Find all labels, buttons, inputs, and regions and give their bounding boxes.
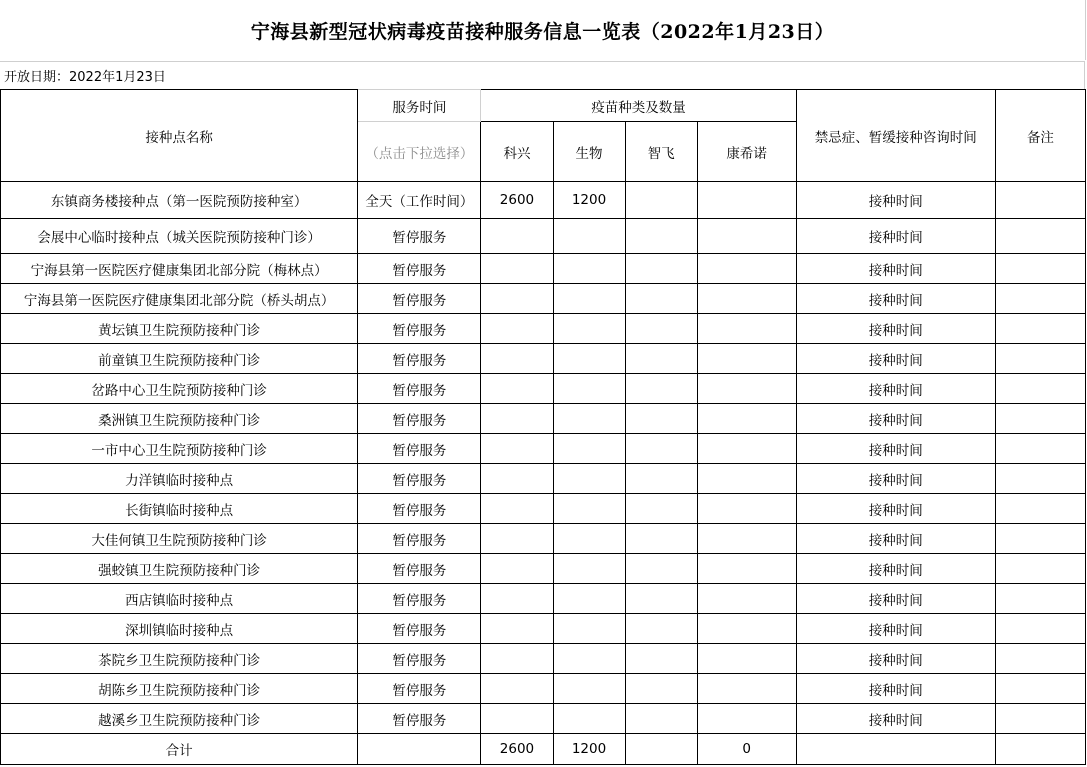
kangxinuo-count-cell[interactable] [697,704,796,734]
header-vaccine-shengwu: 生物 [553,122,625,182]
kexing-count-cell[interactable] [481,284,553,314]
kangxinuo-count-cell[interactable] [697,494,796,524]
table-row [1,182,1086,219]
header-site-name: 接种点名称 [1,90,358,182]
site-name-cell[interactable]: 越溪乡卫生院预防接种门诊 [1,704,358,734]
shengwu-count-cell[interactable] [553,254,625,284]
kexing-count-cell[interactable] [481,554,553,584]
zhifei-count-cell[interactable] [625,494,697,524]
header-row-1 [1,90,1086,122]
shengwu-count-cell[interactable] [553,344,625,374]
total-label[interactable]: 合计 [1,734,358,765]
kexing-count-cell[interactable] [481,374,553,404]
zhifei-count-cell[interactable] [625,704,697,734]
shengwu-count-cell[interactable] [553,314,625,344]
table-row [1,524,1086,554]
site-name-cell[interactable]: 岔路中心卫生院预防接种门诊 [1,374,358,404]
table-row [1,644,1086,674]
consult-time-cell[interactable]: 接种时间 [796,554,995,584]
remark-cell[interactable] [995,584,1085,614]
service-time-cell[interactable]: 暂停服务 [358,404,481,434]
remark-cell[interactable] [995,554,1085,584]
service-time-cell[interactable]: 暂停服务 [358,554,481,584]
table-row [1,674,1086,704]
total-consult[interactable] [796,734,995,765]
kangxinuo-count-cell[interactable] [697,219,796,254]
consult-time-cell[interactable]: 接种时间 [796,374,995,404]
kexing-count-cell[interactable] [481,674,553,704]
consult-time-cell[interactable]: 接种时间 [796,254,995,284]
consult-time-cell[interactable]: 接种时间 [796,644,995,674]
service-time-cell[interactable]: 暂停服务 [358,219,481,254]
zhifei-count-cell[interactable] [625,344,697,374]
table-row [1,584,1086,614]
remark-cell[interactable] [995,404,1085,434]
zhifei-count-cell[interactable] [625,374,697,404]
zhifei-count-cell[interactable] [625,584,697,614]
site-name-cell[interactable]: 茶院乡卫生院预防接种门诊 [1,644,358,674]
service-time-cell[interactable]: 暂停服务 [358,464,481,494]
vaccination-table [0,89,1086,765]
service-time-cell[interactable]: 暂停服务 [358,374,481,404]
kexing-count-cell[interactable] [481,644,553,674]
site-name-cell[interactable]: 前童镇卫生院预防接种门诊 [1,344,358,374]
consult-time-cell[interactable]: 接种时间 [796,584,995,614]
site-name-cell[interactable]: 黄坛镇卫生院预防接种门诊 [1,314,358,344]
kangxinuo-count-cell[interactable] [697,314,796,344]
table-row [1,614,1086,644]
kexing-count-cell[interactable] [481,254,553,284]
service-time-cell[interactable]: 暂停服务 [358,524,481,554]
remark-cell[interactable] [995,614,1085,644]
service-time-cell[interactable]: 暂停服务 [358,704,481,734]
consult-time-cell[interactable]: 接种时间 [796,404,995,434]
shengwu-count-cell[interactable] [553,614,625,644]
header-vaccine-kangxinuo: 康希诺 [697,122,796,182]
total-service-time[interactable] [358,734,481,765]
header-vaccine-zhifei: 智飞 [625,122,697,182]
remark-cell[interactable] [995,464,1085,494]
site-name-cell[interactable]: 桑洲镇卫生院预防接种门诊 [1,404,358,434]
service-time-cell[interactable]: 暂停服务 [358,584,481,614]
consult-time-cell[interactable]: 接种时间 [796,704,995,734]
service-time-cell[interactable]: 暂停服务 [358,344,481,374]
kangxinuo-count-cell[interactable] [697,182,796,219]
kangxinuo-count-cell[interactable] [697,524,796,554]
consult-time-cell[interactable]: 接种时间 [796,524,995,554]
zhifei-count-cell[interactable] [625,554,697,584]
table-row [1,434,1086,464]
kexing-count-cell[interactable] [481,404,553,434]
kangxinuo-count-cell[interactable] [697,404,796,434]
header-vaccine-group: 疫苗种类及数量 [481,90,796,122]
header-service-time: 服务时间 [358,90,481,122]
site-name-cell[interactable]: 强蛟镇卫生院预防接种门诊 [1,554,358,584]
kexing-count-cell[interactable] [481,464,553,494]
consult-time-cell[interactable]: 接种时间 [796,344,995,374]
header-service-time-hint[interactable]: （点击下拉选择） [358,122,481,182]
remark-cell[interactable] [995,374,1085,404]
zhifei-count-cell[interactable] [625,219,697,254]
shengwu-count-cell[interactable] [553,704,625,734]
zhifei-count-cell[interactable] [625,434,697,464]
site-name-cell[interactable]: 东镇商务楼接种点（第一医院预防接种室） [1,182,358,219]
consult-time-cell[interactable]: 接种时间 [796,494,995,524]
site-name-cell[interactable]: 长街镇临时接种点 [1,494,358,524]
header-vaccine-kexing: 科兴 [481,122,553,182]
kexing-count-cell[interactable] [481,494,553,524]
service-time-cell[interactable]: 全天（工作时间） [358,182,481,219]
remark-cell[interactable] [995,524,1085,554]
remark-cell[interactable] [995,219,1085,254]
table-row [1,374,1086,404]
kangxinuo-count-cell[interactable] [697,344,796,374]
remark-cell[interactable] [995,494,1085,524]
total-kexing[interactable]: 2600 [481,734,553,765]
table-row [1,219,1086,254]
zhifei-count-cell[interactable] [625,644,697,674]
total-row [1,734,1086,765]
zhifei-count-cell[interactable] [625,404,697,434]
kexing-count-cell[interactable]: 2600 [481,182,553,219]
kangxinuo-count-cell[interactable] [697,644,796,674]
total-remark[interactable] [995,734,1085,765]
total-kangxinuo[interactable]: 0 [697,734,796,765]
site-name-cell[interactable]: 宁海县第一医院医疗健康集团北部分院（桥头胡点） [1,284,358,314]
kangxinuo-count-cell[interactable] [697,284,796,314]
table-row [1,494,1086,524]
shengwu-count-cell[interactable] [553,219,625,254]
kexing-count-cell[interactable] [481,344,553,374]
service-time-cell[interactable]: 暂停服务 [358,254,481,284]
kangxinuo-count-cell[interactable] [697,464,796,494]
table-row [1,464,1086,494]
remark-cell[interactable] [995,254,1085,284]
site-name-cell[interactable]: 一市中心卫生院预防接种门诊 [1,434,358,464]
shengwu-count-cell[interactable] [553,554,625,584]
site-name-cell[interactable]: 胡陈乡卫生院预防接种门诊 [1,674,358,704]
header-remark: 备注 [995,90,1085,182]
table-row [1,344,1086,374]
header-consult: 禁忌症、暂缓接种咨询时间 [796,90,995,182]
zhifei-count-cell[interactable] [625,464,697,494]
kexing-count-cell[interactable] [481,584,553,614]
consult-time-cell[interactable]: 接种时间 [796,464,995,494]
site-name-cell[interactable]: 会展中心临时接种点（城关医院预防接种门诊） [1,219,358,254]
site-name-cell[interactable]: 西店镇临时接种点 [1,584,358,614]
consult-time-cell[interactable]: 接种时间 [796,182,995,219]
remark-cell[interactable] [995,674,1085,704]
table-row [1,554,1086,584]
shengwu-count-cell[interactable] [553,434,625,464]
zhifei-count-cell[interactable] [625,674,697,704]
kangxinuo-count-cell[interactable] [697,614,796,644]
shengwu-count-cell[interactable] [553,284,625,314]
shengwu-count-cell[interactable] [553,584,625,614]
zhifei-count-cell[interactable] [625,254,697,284]
kexing-count-cell[interactable] [481,524,553,554]
consult-time-cell[interactable]: 接种时间 [796,219,995,254]
remark-cell[interactable] [995,434,1085,464]
zhifei-count-cell[interactable] [625,314,697,344]
service-time-cell[interactable]: 暂停服务 [358,434,481,464]
service-time-cell[interactable]: 暂停服务 [358,314,481,344]
table-row [1,284,1086,314]
kexing-count-cell[interactable] [481,219,553,254]
table-row [1,704,1086,734]
consult-time-cell[interactable]: 接种时间 [796,284,995,314]
shengwu-count-cell[interactable]: 1200 [553,182,625,219]
kexing-count-cell[interactable] [481,434,553,464]
kexing-count-cell[interactable] [481,314,553,344]
total-shengwu[interactable]: 1200 [553,734,625,765]
shengwu-count-cell[interactable] [553,524,625,554]
zhifei-count-cell[interactable] [625,182,697,219]
total-zhifei[interactable] [625,734,697,765]
kangxinuo-count-cell[interactable] [697,554,796,584]
remark-cell[interactable] [995,704,1085,734]
remark-cell[interactable] [995,314,1085,344]
zhifei-count-cell[interactable] [625,614,697,644]
shengwu-count-cell[interactable] [553,674,625,704]
kangxinuo-count-cell[interactable] [697,584,796,614]
kangxinuo-count-cell[interactable] [697,674,796,704]
remark-cell[interactable] [995,284,1085,314]
table-row [1,254,1086,284]
service-time-cell[interactable]: 暂停服务 [358,614,481,644]
shengwu-count-cell[interactable] [553,644,625,674]
service-time-cell[interactable]: 暂停服务 [358,644,481,674]
consult-time-cell[interactable]: 接种时间 [796,614,995,644]
remark-cell[interactable] [995,644,1085,674]
kangxinuo-count-cell[interactable] [697,434,796,464]
kexing-count-cell[interactable] [481,704,553,734]
kangxinuo-count-cell[interactable] [697,254,796,284]
consult-time-cell[interactable]: 接种时间 [796,434,995,464]
remark-cell[interactable] [995,182,1085,219]
table-row [1,404,1086,434]
zhifei-count-cell[interactable] [625,524,697,554]
shengwu-count-cell[interactable] [553,464,625,494]
consult-time-cell[interactable]: 接种时间 [796,314,995,344]
service-time-cell[interactable]: 暂停服务 [358,284,481,314]
open-date: 开放日期：2022年1月23日 [0,61,1085,89]
table-row [1,314,1086,344]
zhifei-count-cell[interactable] [625,284,697,314]
site-name-cell[interactable]: 力洋镇临时接种点 [1,464,358,494]
site-name-cell[interactable]: 深圳镇临时接种点 [1,614,358,644]
kexing-count-cell[interactable] [481,614,553,644]
kangxinuo-count-cell[interactable] [697,374,796,404]
sheet-title: 宁海县新型冠状病毒疫苗接种服务信息一览表（2022年1月23日） [0,0,1086,60]
shengwu-count-cell[interactable] [553,404,625,434]
shengwu-count-cell[interactable] [553,374,625,404]
shengwu-count-cell[interactable] [553,494,625,524]
service-time-cell[interactable]: 暂停服务 [358,674,481,704]
service-time-cell[interactable]: 暂停服务 [358,494,481,524]
consult-time-cell[interactable]: 接种时间 [796,674,995,704]
site-name-cell[interactable]: 大佳何镇卫生院预防接种门诊 [1,524,358,554]
site-name-cell[interactable]: 宁海县第一医院医疗健康集团北部分院（梅林点） [1,254,358,284]
remark-cell[interactable] [995,344,1085,374]
